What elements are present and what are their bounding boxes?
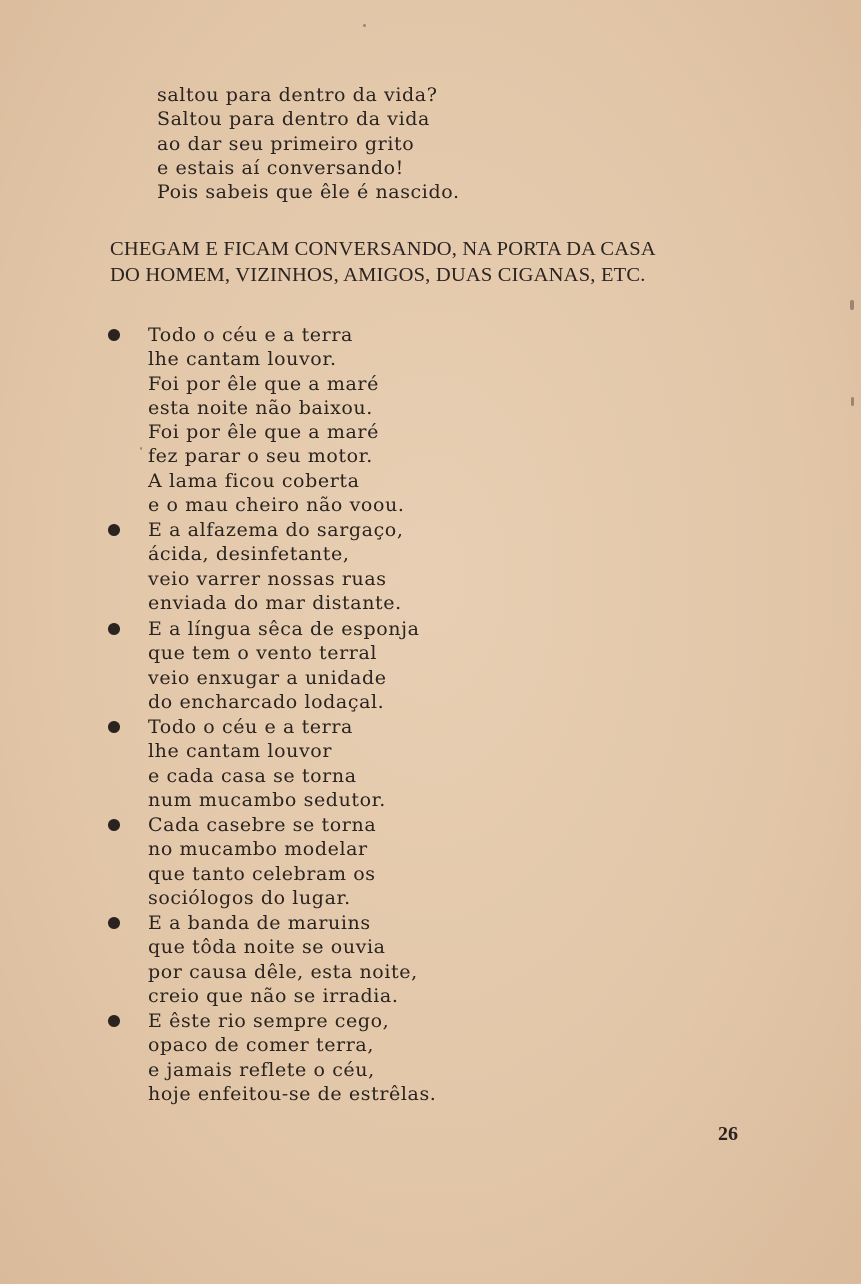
stanza-5 bbox=[148, 813, 376, 910]
verse-line: num mucambo sedutor. bbox=[148, 788, 386, 811]
verse-line: e estais aí conversando! bbox=[157, 156, 404, 179]
bullet-icon bbox=[108, 721, 120, 733]
verse-line: creio que não se irradia. bbox=[148, 984, 399, 1007]
verse-line: Saltou para dentro da vida bbox=[157, 108, 430, 131]
paper-speck bbox=[850, 300, 854, 310]
intro-verse bbox=[157, 83, 460, 204]
stage-direction bbox=[110, 236, 656, 288]
stage-direction-line: CHEGAM E FICAM CONVERSANDO, NA PORTA DA CASA bbox=[110, 238, 656, 260]
page-number: 26 bbox=[718, 1123, 738, 1145]
verse-line: opaco de comer terra, bbox=[148, 1034, 374, 1057]
paper-speck bbox=[363, 24, 366, 27]
verse-line: que tôda noite se ouvia bbox=[148, 936, 386, 959]
verse-line: veio enxugar a unidade bbox=[148, 666, 387, 689]
verse-line: E êste rio sempre cego, bbox=[148, 1010, 390, 1032]
stanza-1 bbox=[148, 323, 404, 517]
verse-line: saltou para dentro da vida? bbox=[157, 84, 438, 106]
verse-line: esta noite não baixou. bbox=[148, 396, 373, 419]
verse-line: ao dar seu primeiro grito bbox=[157, 132, 415, 155]
bullet-icon bbox=[108, 819, 120, 831]
verse-line: E a banda de maruins bbox=[148, 912, 371, 934]
stanza-7 bbox=[148, 1009, 436, 1106]
verse-line: ácida, desinfetante, bbox=[148, 543, 350, 566]
verse-line: que tanto celebram os bbox=[148, 862, 376, 885]
verse-line: sociólogos do lugar. bbox=[148, 886, 351, 909]
bullet-icon bbox=[108, 329, 120, 341]
verse-line: A lama ficou coberta bbox=[148, 469, 360, 492]
verse-line: enviada do mar distante. bbox=[148, 591, 402, 614]
paper-speck bbox=[851, 397, 854, 406]
stanza-3 bbox=[148, 617, 420, 714]
verse-line: no mucambo modelar bbox=[148, 838, 368, 861]
verse-line: e cada casa se torna bbox=[148, 764, 357, 787]
stanza-4 bbox=[148, 715, 386, 812]
verse-line: lhe cantam louvor bbox=[148, 740, 333, 763]
bullet-icon bbox=[108, 524, 120, 536]
stanza-6 bbox=[148, 911, 418, 1008]
verse-line: Foi por êle que a maré bbox=[148, 372, 379, 395]
verse-line: e o mau cheiro não voou. bbox=[148, 494, 405, 517]
verse-line: E a alfazema do sargaço, bbox=[148, 519, 404, 541]
verse-line: e jamais reflete o céu, bbox=[148, 1058, 375, 1081]
bullet-icon bbox=[108, 1015, 120, 1027]
verse-line: veio varrer nossas ruas bbox=[148, 567, 387, 590]
bullet-icon bbox=[108, 917, 120, 929]
verse-line: lhe cantam louvor. bbox=[148, 348, 337, 371]
verse-line: Cada casebre se torna bbox=[148, 814, 377, 836]
verse-line: hoje enfeitou-se de estrêlas. bbox=[148, 1082, 437, 1105]
verse-line: fez parar o seu motor. bbox=[148, 445, 373, 468]
verse-line: do encharcado lodaçal. bbox=[148, 690, 385, 713]
verse-line: Pois sabeis que êle é nascido. bbox=[157, 181, 460, 204]
verse-line: E a língua sêca de esponja bbox=[148, 618, 420, 640]
verse-line: por causa dêle, esta noite, bbox=[148, 960, 418, 983]
paper-speck bbox=[140, 447, 142, 450]
verse-line: que tem o vento terral bbox=[148, 642, 378, 665]
verse-line: Foi por êle que a maré bbox=[148, 421, 379, 444]
stage-direction-line: DO HOMEM, VIZINHOS, AMIGOS, DUAS CIGANAS, ETC. bbox=[110, 264, 646, 286]
verse-line: Todo o céu e a terra bbox=[148, 716, 353, 738]
stanza-2 bbox=[148, 518, 404, 615]
bullet-icon bbox=[108, 623, 120, 635]
verse-line: Todo o céu e a terra bbox=[148, 324, 353, 346]
